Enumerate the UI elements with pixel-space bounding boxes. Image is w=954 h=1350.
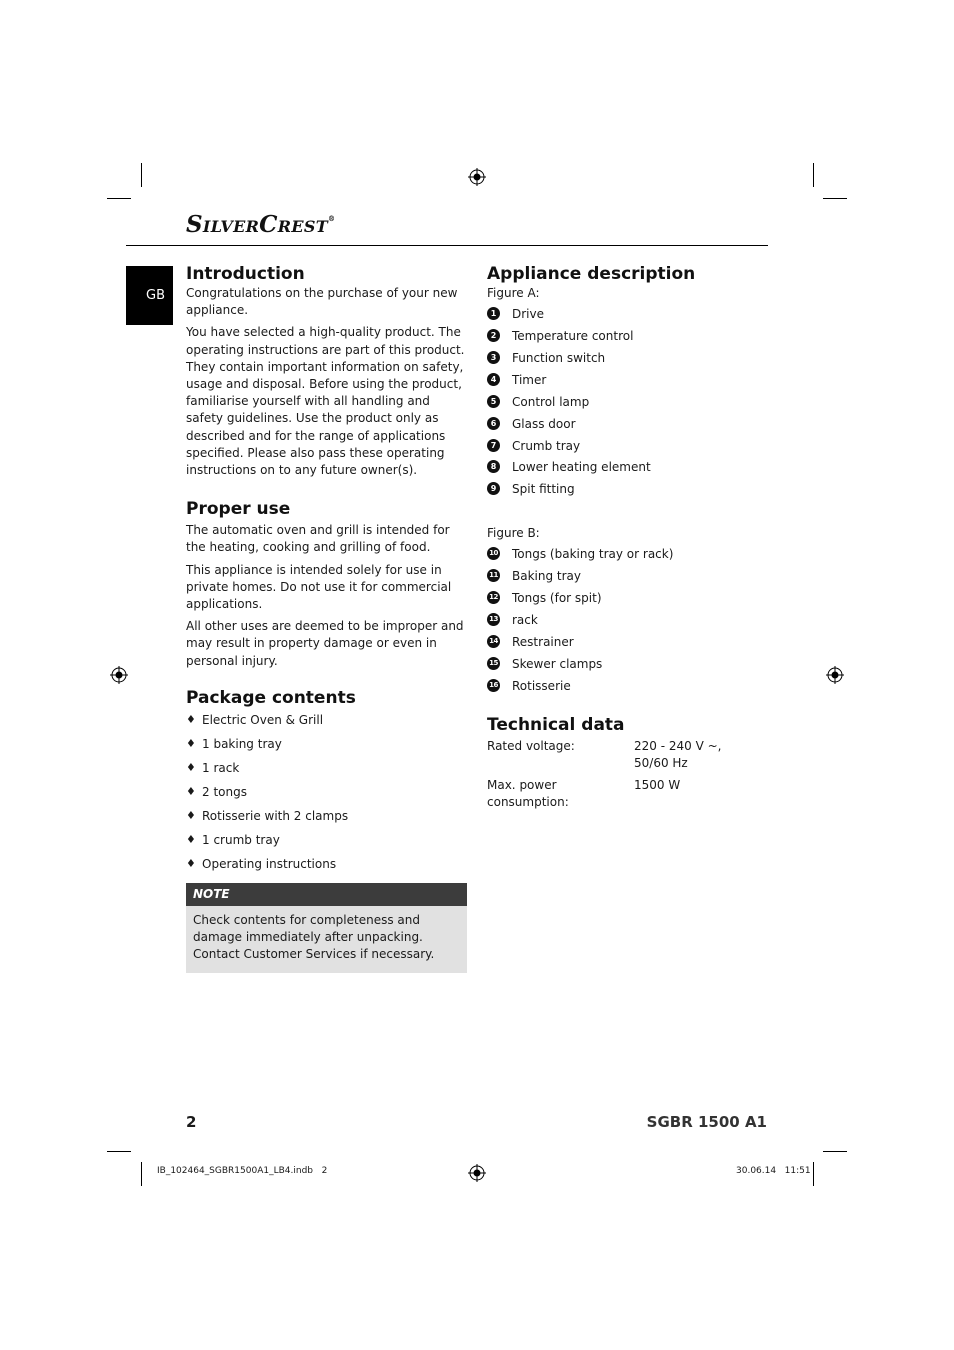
proper-use-paragraph: All other uses are deemed to be improper and may result in property damage or even in personal injury. <box>186 619 464 668</box>
crop-mark <box>823 1151 847 1152</box>
list-item: 6 Glass door <box>487 416 777 438</box>
crop-mark <box>141 1162 142 1186</box>
note-title: NOTE <box>186 883 467 906</box>
list-item: 9 Spit fitting <box>487 481 777 503</box>
list-item: 3 Function switch <box>487 350 777 372</box>
number-badge-icon: 9 <box>487 482 500 495</box>
introduction-paragraph: You have selected a high-quality product. The operating instructions are part of this product. They contain important information on safety, usage and disposal. Before using the product, familiarise yourself with all handling and safety guidelines. Use the product only as described and for the range of applications specified. Please also pass these operating instructions on to any future owner(s). <box>186 325 465 478</box>
note-text: Check contents for completeness and damage immediately after unpacking. Contact Customer Services if necessary. <box>186 906 467 973</box>
introduction-paragraph: Congratulations on the purchase of your new appliance. <box>186 286 458 318</box>
list-item: 16 Rotisserie <box>487 678 777 700</box>
registration-mark-icon <box>826 666 844 684</box>
rated-voltage-row <box>487 738 777 772</box>
number-badge-icon: 14 <box>487 635 500 648</box>
figure-a-list <box>487 306 777 503</box>
power-row <box>487 777 777 811</box>
diamond-bullet-icon: ♦ <box>186 832 196 846</box>
right-column <box>487 263 777 811</box>
list-item: 13 rack <box>487 612 777 634</box>
list-item: 10 Tongs (baking tray or rack) <box>487 546 777 568</box>
crop-mark <box>823 198 847 199</box>
list-item: 11 Baking tray <box>487 568 777 590</box>
number-badge-icon: 12 <box>487 591 500 604</box>
list-item: ♦ Operating instructions <box>186 856 337 871</box>
list-item: 4 Timer <box>487 372 777 394</box>
crop-mark <box>107 1151 131 1152</box>
list-item: ♦ 1 baking tray <box>186 736 282 751</box>
list-item: 15 Skewer clamps <box>487 656 777 678</box>
list-item: 1 Drive <box>487 306 777 328</box>
list-item: 5 Control lamp <box>487 394 777 416</box>
number-badge-icon: 15 <box>487 657 500 670</box>
rated-voltage-label: Rated voltage: <box>487 738 575 753</box>
list-item: 14 Restrainer <box>487 634 777 656</box>
list-item: ♦ 2 tongs <box>186 784 247 799</box>
print-slug-date: 30.06.14 11:51 <box>736 1166 811 1176</box>
number-badge-icon: 4 <box>487 373 500 386</box>
registration-mark-icon <box>110 666 128 684</box>
list-item: 2 Temperature control <box>487 328 777 350</box>
figure-a-label: Figure A: <box>487 286 540 300</box>
crop-mark <box>107 198 131 199</box>
figure-b-label: Figure B: <box>487 526 540 541</box>
list-item: 8 Lower heating element <box>487 459 777 481</box>
diamond-bullet-icon: ♦ <box>186 712 196 726</box>
page-number: 2 <box>186 1113 197 1131</box>
power-value: 1500 W <box>634 778 681 793</box>
appliance-description-heading: Appliance description <box>487 264 696 284</box>
number-badge-icon: 11 <box>487 569 500 582</box>
print-slug-file: IB_102464_SGBR1500A1_LB4.indb 2 <box>157 1166 328 1176</box>
diamond-bullet-icon: ♦ <box>186 808 196 822</box>
number-badge-icon: 13 <box>487 613 500 626</box>
list-item: ♦ Rotisserie with 2 clamps <box>186 808 349 823</box>
rated-voltage-value: 220 - 240 V ~, 50/60 Hz <box>634 738 722 770</box>
left-column <box>186 263 470 973</box>
brand-logo: SILVERCREST® <box>186 211 336 238</box>
diamond-bullet-icon: ♦ <box>186 760 196 774</box>
header-rule <box>126 245 768 246</box>
proper-use-paragraph: The automatic oven and grill is intended for the heating, cooking and grilling of food. <box>186 523 450 555</box>
language-tab: GB <box>126 266 173 325</box>
list-item: ♦ 1 rack <box>186 760 240 775</box>
power-label: Max. power consumption: <box>487 778 569 810</box>
diamond-bullet-icon: ♦ <box>186 784 196 798</box>
number-badge-icon: 3 <box>487 351 500 364</box>
proper-use-heading: Proper use <box>186 499 291 520</box>
crop-mark <box>141 163 142 187</box>
number-badge-icon: 5 <box>487 395 500 408</box>
package-contents-list <box>186 712 470 880</box>
list-item: 7 Crumb tray <box>487 438 777 460</box>
crop-mark <box>813 163 814 187</box>
model-number: SGBR 1500 A1 <box>646 1113 767 1131</box>
number-badge-icon: 10 <box>487 547 500 560</box>
crop-mark <box>813 1162 814 1186</box>
registration-mark-icon <box>468 168 486 186</box>
number-badge-icon: 7 <box>487 439 500 452</box>
proper-use-paragraph: This appliance is intended solely for use in private homes. Do not use it for commercial applications. <box>186 562 452 612</box>
note-box <box>186 883 467 973</box>
diamond-bullet-icon: ♦ <box>186 856 196 870</box>
list-item: ♦ 1 crumb tray <box>186 832 280 847</box>
package-contents-heading: Package contents <box>186 687 356 708</box>
number-badge-icon: 16 <box>487 679 500 692</box>
number-badge-icon: 8 <box>487 460 500 473</box>
number-badge-icon: 6 <box>487 417 500 430</box>
number-badge-icon: 1 <box>487 307 500 320</box>
figure-b-list <box>487 546 777 699</box>
registration-mark-icon <box>468 1164 486 1182</box>
technical-data-heading: Technical data <box>487 714 625 735</box>
number-badge-icon: 2 <box>487 329 500 342</box>
introduction-heading: Introduction <box>186 264 305 284</box>
list-item: ♦ Electric Oven & Grill <box>186 712 324 727</box>
list-item: 12 Tongs (for spit) <box>487 590 777 612</box>
diamond-bullet-icon: ♦ <box>186 736 196 750</box>
